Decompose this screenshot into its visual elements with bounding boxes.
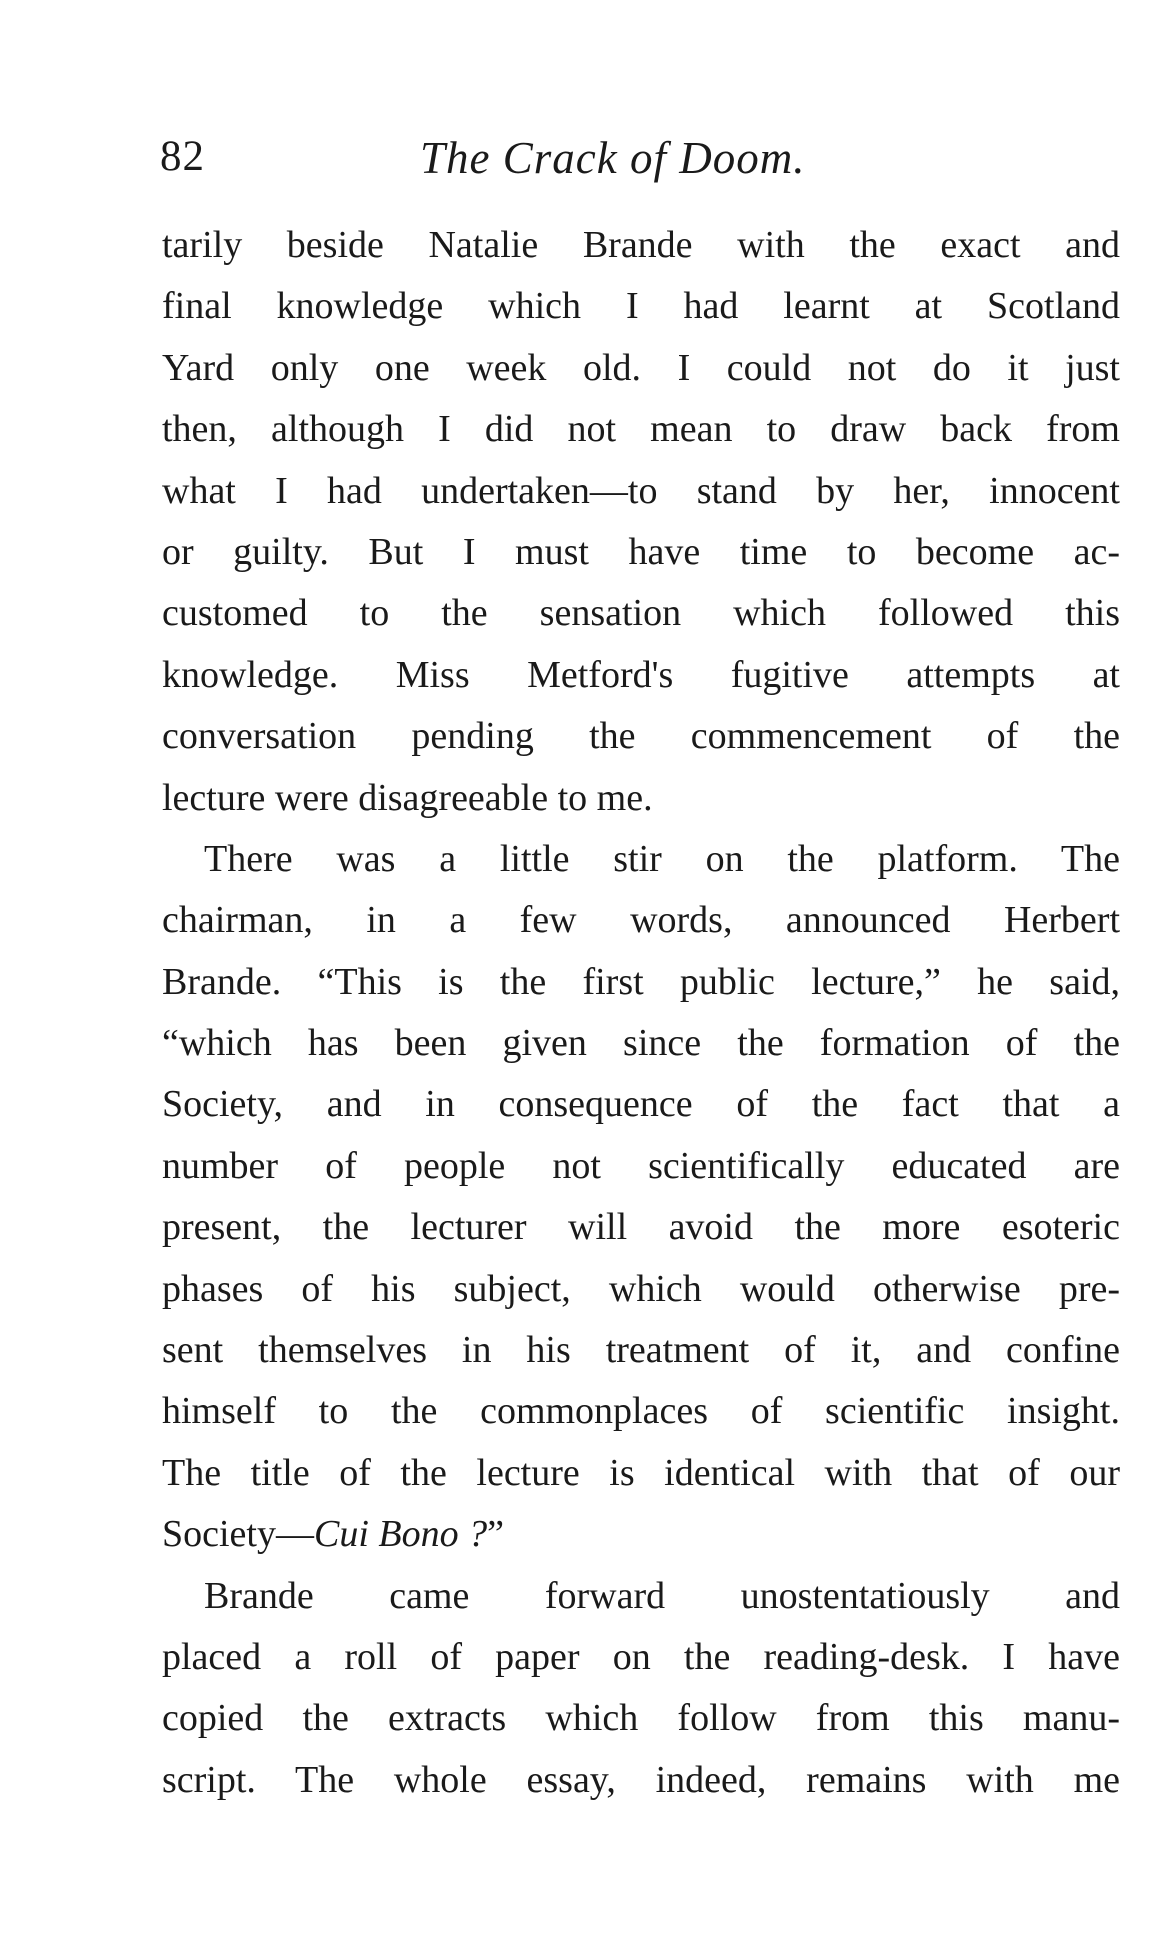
text-line: script. The whole essay, indeed, remains with me [162, 1758, 1120, 1801]
text-segment: ” [487, 1513, 504, 1556]
text-line: lecture were disagreeable to me. [162, 776, 653, 819]
text-line: Brande. “This is the first public lecture,” he said, [162, 960, 1120, 1003]
text-line: Brande came forward unostentatiously and [204, 1574, 1120, 1617]
text-line: sent themselves in his treatment of it, and confine [162, 1329, 1120, 1372]
text-line: Society, and in consequence of the fact that a [162, 1083, 1120, 1126]
text-line: There was a little stir on the platform. The [204, 837, 1120, 880]
text-line: or guilty. But I must have time to become ac- [162, 530, 1120, 573]
running-title: The Crack of Doom. [420, 133, 806, 183]
text-line: copied the extracts which follow from this manu- [162, 1697, 1120, 1740]
text-line: chairman, in a few words, announced Herbert [162, 899, 1120, 942]
text-line: number of people not scientifically educated are [162, 1144, 1120, 1187]
text-line: then, although I did not mean to draw back from [162, 408, 1120, 451]
text-segment: Society— [162, 1513, 314, 1556]
lecture-title: Cui Bono ? [313, 1513, 488, 1556]
text-line: final knowledge which I had learnt at Scotland [162, 285, 1120, 328]
text-line: himself to the commonplaces of scientific insight. [162, 1390, 1120, 1433]
text-line: Yard only one week old. I could not do it just [162, 346, 1120, 389]
text-line: The title of the lecture is identical with that of our [162, 1451, 1120, 1494]
text-line: what I had undertaken—to stand by her, innocent [162, 469, 1120, 512]
body-text [162, 215, 1120, 1811]
text-line: phases of his subject, which would otherwise pre- [162, 1267, 1120, 1310]
text-line: knowledge. Miss Metford's fugitive attempts at [162, 653, 1120, 696]
text-line: “which has been given since the formation of the [162, 1022, 1120, 1065]
page-header [160, 132, 1120, 192]
text-line [162, 1504, 1120, 1565]
text-line: present, the lecturer will avoid the more esoteric [162, 1206, 1120, 1249]
page-number: 82 [160, 133, 205, 180]
text-line: tarily beside Natalie Brande with the exact and [162, 224, 1120, 266]
text-line: conversation pending the commencement of the [162, 715, 1120, 758]
text-line: placed a roll of paper on the reading-desk. I have [162, 1635, 1120, 1678]
text-line: customed to the sensation which followed this [162, 592, 1120, 635]
